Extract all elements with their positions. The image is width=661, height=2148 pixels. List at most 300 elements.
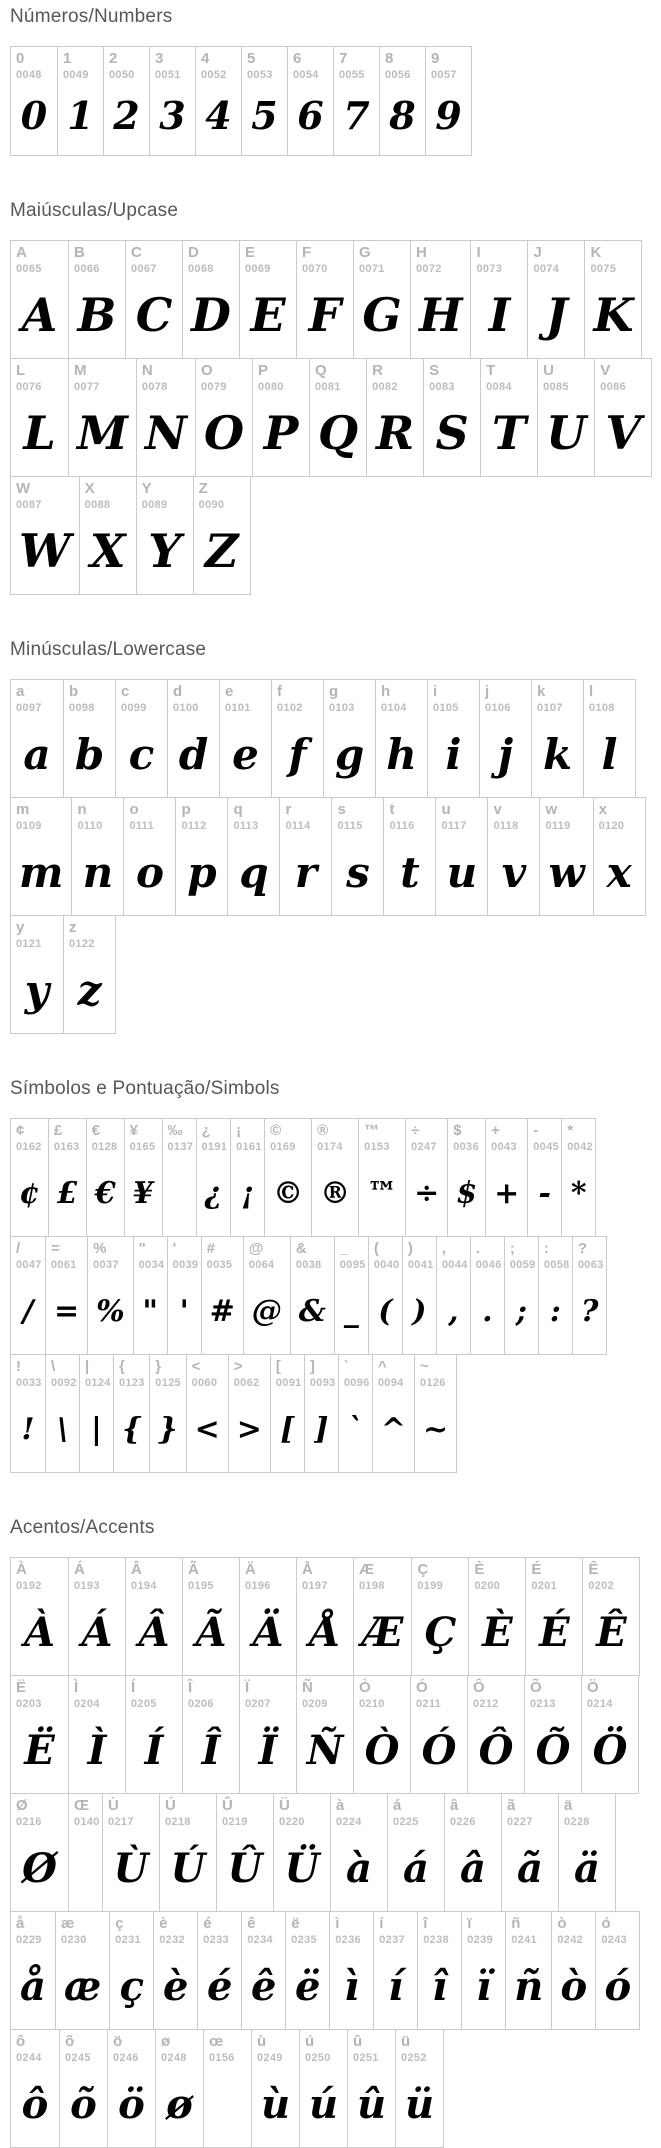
glyph-preview: ¥ [132, 1175, 154, 1211]
glyph-preview: ò [560, 1962, 588, 2010]
glyph-section [10, 1078, 661, 1473]
glyph-preview: ö [118, 2080, 145, 2128]
cell-code-label: 0121 [16, 938, 42, 950]
section-rows [10, 1557, 661, 2148]
glyph-cell [136, 359, 195, 476]
glyph-cell [57, 47, 103, 155]
glyph-cell [239, 241, 296, 358]
cell-code-label: 0068 [188, 263, 214, 275]
cell-character-label: H [416, 244, 427, 261]
cell-character-label: U [543, 362, 554, 379]
glyph-preview: M [77, 406, 128, 460]
glyph-preview [163, 1157, 196, 1229]
glyph-cell [182, 241, 239, 358]
cell-character-label: æ [61, 1915, 75, 1932]
section-rows [10, 240, 661, 595]
glyph-cell [159, 1794, 216, 1911]
cell-character-label: m [16, 801, 30, 818]
cell-character-label: S [429, 362, 440, 379]
cell-code-label: 0059 [509, 1259, 536, 1271]
cell-character-label: ] [309, 1358, 315, 1375]
glyph-cell [299, 2030, 347, 2147]
glyph-cell [227, 798, 279, 915]
glyph-cell [470, 1237, 504, 1354]
cell-character-label: é [203, 1915, 212, 1932]
glyph-row [10, 915, 116, 1034]
cell-character-label: Ò [359, 1679, 371, 1696]
cell-code-label: 0193 [74, 1580, 100, 1592]
cell-code-label: 0036 [453, 1141, 479, 1153]
glyph-preview: ( [378, 1293, 393, 1329]
glyph-cell [584, 241, 641, 358]
cell-character-label: h [381, 683, 391, 700]
cell-character-label: n [77, 801, 87, 818]
glyph-preview: l [601, 729, 618, 779]
glyph-row [10, 1911, 640, 2030]
glyph-preview: ù [260, 2080, 291, 2128]
cell-code-label: 0126 [420, 1377, 446, 1389]
cell-character-label: " [138, 1240, 146, 1257]
cell-code-label: 0200 [474, 1580, 501, 1592]
glyph-preview: Ï [258, 1726, 278, 1774]
glyph-cell [68, 359, 136, 476]
glyph-preview: : [549, 1293, 561, 1329]
glyph-cell [467, 1676, 524, 1793]
cell-code-label: 0035 [206, 1259, 233, 1271]
cell-code-label: 0089 [141, 499, 168, 511]
cell-character-label: â [450, 1797, 459, 1814]
glyph-preview: W [19, 524, 71, 578]
cell-code-label: 0115 [337, 820, 363, 832]
cell-character-label: ë [291, 1915, 300, 1932]
glyph-preview: U [546, 406, 587, 460]
glyph-cell [270, 1355, 304, 1472]
cell-character-label: F [302, 244, 312, 261]
glyph-preview: õ [70, 2080, 97, 2128]
glyph-cell [115, 680, 167, 797]
glyph-row [10, 46, 472, 156]
cell-code-label: 0039 [172, 1259, 199, 1271]
glyph-preview: û [356, 2080, 387, 2128]
glyph-preview: Î [201, 1726, 221, 1774]
cell-code-label: 0209 [302, 1698, 328, 1710]
glyph-cell [331, 798, 383, 915]
cell-code-label: 0220 [279, 1816, 305, 1828]
glyph-cell [525, 1558, 582, 1675]
glyph-preview: p [187, 847, 217, 897]
cell-character-label: Â [131, 1561, 142, 1578]
cell-code-label: 0097 [16, 702, 42, 714]
cell-code-label: 0079 [200, 381, 227, 393]
glyph-cell [125, 241, 182, 358]
glyph-section [10, 200, 661, 595]
glyph-cell [561, 1119, 595, 1236]
glyph-preview: { [122, 1411, 142, 1447]
cell-code-label: 0111 [129, 820, 154, 832]
glyph-preview: æ [64, 1962, 102, 2010]
glyph-row [10, 2029, 444, 2148]
cell-code-label: 0104 [381, 702, 407, 714]
glyph-row [10, 1118, 596, 1237]
glyph-preview: 9 [435, 92, 462, 138]
cell-character-label: ò [557, 1915, 567, 1932]
cell-code-label: 0242 [557, 1934, 584, 1946]
glyph-cell [581, 1676, 638, 1793]
cell-character-label: y [16, 919, 25, 936]
glyph-preview: < [194, 1411, 220, 1447]
glyph-preview: Ã [195, 1608, 227, 1656]
cell-code-label: 0207 [245, 1698, 271, 1710]
cell-code-label: 0235 [291, 1934, 317, 1946]
cell-code-label: 0045 [533, 1141, 559, 1153]
glyph-preview: L [23, 406, 56, 460]
glyph-cell [368, 1237, 402, 1354]
glyph-cell [162, 1119, 196, 1236]
cell-character-label: j [485, 683, 490, 700]
cell-character-label: ä [564, 1797, 573, 1814]
cell-character-label: W [16, 480, 31, 497]
cell-character-label: Ñ [302, 1679, 313, 1696]
glyph-preview: Ê [596, 1608, 627, 1656]
glyph-preview: D [191, 288, 231, 342]
cell-character-label: : [543, 1240, 549, 1257]
glyph-preview: Ø [22, 1844, 57, 1892]
glyph-cell [501, 1794, 558, 1911]
glyph-cell [423, 359, 480, 476]
glyph-preview: Å [309, 1608, 341, 1656]
glyph-cell [485, 1119, 527, 1236]
cell-character-label: e [225, 683, 234, 700]
cell-code-label: 0210 [359, 1698, 385, 1710]
cell-code-label: 0052 [201, 69, 227, 81]
glyph-cell [86, 1119, 124, 1236]
glyph-preview: 5 [251, 92, 278, 138]
cell-character-label: î [423, 1915, 428, 1932]
glyph-cell [527, 1119, 561, 1236]
glyph-preview: a [23, 729, 51, 779]
glyph-cell [195, 47, 241, 155]
glyph-cell [45, 1237, 87, 1354]
cell-character-label: 7 [339, 50, 348, 67]
cell-character-label: f [277, 683, 282, 700]
glyph-cell [182, 1676, 239, 1793]
glyph-cell [334, 1237, 368, 1354]
cell-code-label: 0091 [275, 1377, 302, 1389]
glyph-preview: Ù [113, 1844, 149, 1892]
cell-character-label: ô [16, 2033, 26, 2050]
glyph-preview: h [386, 729, 417, 779]
cell-code-label: 0251 [353, 2052, 379, 2064]
glyph-cell [311, 1119, 358, 1236]
glyph-preview: , [448, 1293, 459, 1329]
cell-code-label: 0161 [236, 1141, 262, 1153]
glyph-preview: e [232, 729, 259, 779]
cell-character-label: ` [343, 1358, 349, 1375]
cell-code-label: 0077 [74, 381, 100, 393]
cell-character-label: ö [113, 2033, 123, 2050]
cell-character-label: ( [373, 1240, 379, 1257]
cell-code-label: 0060 [191, 1377, 218, 1389]
cell-character-label: û [353, 2033, 363, 2050]
cell-code-label: 0203 [16, 1698, 42, 1710]
cell-code-label: 0041 [407, 1259, 434, 1271]
cell-code-label: 0100 [173, 702, 199, 714]
cell-character-label: r [285, 801, 292, 818]
cell-code-label: 0128 [91, 1141, 118, 1153]
glyph-preview: í [388, 1962, 404, 2010]
glyph-cell [353, 1558, 411, 1675]
cell-character-label: Õ [530, 1679, 542, 1696]
glyph-preview: Ö [592, 1726, 628, 1774]
glyph-preview: è [163, 1962, 189, 2010]
cell-code-label: 0243 [601, 1934, 628, 1946]
cell-code-label: 0076 [16, 381, 42, 393]
glyph-cell [524, 1676, 581, 1793]
glyph-cell [216, 1794, 273, 1911]
cell-character-label: , [441, 1240, 447, 1257]
glyph-cell [285, 1912, 329, 2029]
glyph-cell [103, 47, 149, 155]
cell-character-label: C [131, 244, 142, 261]
cell-code-label: 0070 [302, 263, 328, 275]
cell-code-label: 0225 [393, 1816, 419, 1828]
glyph-preview: Ë [24, 1726, 55, 1774]
cell-code-label: 0227 [507, 1816, 533, 1828]
cell-code-label: 0247 [411, 1141, 437, 1153]
cell-code-label: 0228 [564, 1816, 590, 1828]
cell-code-label: 0230 [61, 1934, 87, 1946]
cell-code-label: 0098 [69, 702, 95, 714]
cell-code-label: 0191 [201, 1141, 228, 1153]
cell-code-label: 0204 [74, 1698, 100, 1710]
cell-code-label: 0069 [245, 263, 271, 275]
cell-character-label: ÷ [411, 1122, 420, 1139]
cell-character-label: õ [65, 2033, 75, 2050]
glyph-preview: ø [166, 2080, 193, 2128]
glyph-preview: S [435, 406, 469, 460]
cell-character-label: { [119, 1358, 125, 1375]
glyph-cell [182, 1558, 239, 1675]
cell-code-label: 0074 [533, 263, 560, 275]
cell-character-label: A [16, 244, 27, 261]
glyph-cell [366, 359, 423, 476]
glyph-cell [167, 680, 219, 797]
glyph-preview: 8 [389, 92, 416, 138]
cell-character-label: Ø [16, 1797, 28, 1814]
cell-code-label: 0099 [121, 702, 147, 714]
glyph-cell [480, 359, 537, 476]
glyph-cell [271, 680, 323, 797]
glyph-preview: P [263, 406, 299, 460]
glyph-row [10, 1675, 639, 1794]
glyph-cell [375, 680, 427, 797]
glyph-preview: ô [21, 2080, 49, 2128]
glyph-cell [436, 1237, 470, 1354]
glyph-cell [11, 798, 71, 915]
glyph-cell [11, 1237, 45, 1354]
cell-character-label: J [533, 244, 542, 261]
cell-code-label: 0211 [416, 1698, 442, 1710]
glyph-preview: ú [308, 2080, 339, 2128]
cell-character-label: + [491, 1122, 500, 1139]
glyph-cell [402, 1237, 436, 1354]
cell-code-label: 0061 [51, 1259, 77, 1271]
glyph-preview: T [492, 406, 527, 460]
cell-code-label: 0137 [167, 1141, 194, 1153]
glyph-cell [68, 241, 125, 358]
cell-code-label: 0043 [491, 1141, 517, 1153]
glyph-cell [410, 1676, 467, 1793]
glyph-row [10, 1236, 607, 1355]
glyph-preview: ó [604, 1962, 632, 2010]
cell-code-label: 0044 [441, 1259, 468, 1271]
glyph-cell [338, 1355, 372, 1472]
cell-code-label: 0093 [309, 1377, 336, 1389]
cell-character-label: 4 [201, 50, 210, 67]
glyph-cell [11, 680, 63, 797]
cell-code-label: 0213 [530, 1698, 556, 1710]
glyph-cell [63, 916, 115, 1033]
cell-code-label: 0156 [209, 2052, 235, 2064]
glyph-cell [290, 1237, 334, 1354]
glyph-preview: R [376, 406, 415, 460]
cell-character-label: Á [74, 1561, 85, 1578]
glyph-preview: m [19, 847, 64, 897]
glyph-preview: X [89, 524, 126, 578]
glyph-cell [252, 359, 309, 476]
glyph-row [10, 797, 646, 916]
glyph-cell [11, 1558, 68, 1675]
glyph-preview: ) [412, 1293, 427, 1329]
cell-code-label: 0195 [188, 1580, 214, 1592]
cell-character-label: È [474, 1561, 485, 1578]
glyph-preview: k [542, 729, 573, 779]
glyph-preview: Y [148, 524, 182, 578]
glyph-cell [11, 241, 68, 358]
glyph-preview: 4 [205, 92, 232, 138]
section-title: Números/Numbers [10, 6, 173, 27]
cell-character-label: Ì [74, 1679, 79, 1696]
glyph-cell [411, 1558, 468, 1675]
glyph-preview: [ [280, 1411, 295, 1447]
cell-code-label: 0198 [359, 1580, 385, 1592]
cell-character-label: - [533, 1122, 539, 1139]
glyph-cell [107, 2030, 155, 2147]
glyph-cell [414, 1355, 456, 1472]
section-rows [10, 46, 661, 156]
cell-character-label: ¿ [201, 1122, 211, 1139]
cell-character-label: ã [507, 1797, 516, 1814]
glyph-cell [287, 47, 333, 155]
glyph-preview: 2 [113, 92, 140, 138]
glyph-preview: ? [580, 1293, 599, 1329]
glyph-cell [219, 680, 271, 797]
glyph-cell [264, 1119, 311, 1236]
cell-code-label: 0224 [336, 1816, 362, 1828]
glyph-preview: Z [204, 524, 239, 578]
cell-character-label: X [84, 480, 95, 497]
glyph-preview: " [142, 1293, 158, 1329]
cell-character-label: Z [198, 480, 208, 497]
glyph-preview: ï [476, 1962, 492, 2010]
cell-code-label: 0199 [417, 1580, 444, 1592]
glyph-preview: À [23, 1608, 56, 1656]
cell-code-label: 0124 [85, 1377, 111, 1389]
cell-character-label: À [16, 1561, 27, 1578]
glyph-preview: ~ [423, 1411, 449, 1447]
cell-character-label: > [233, 1358, 243, 1375]
cell-character-label: z [69, 919, 77, 936]
section-title: Minúsculas/Lowercase [10, 639, 207, 660]
cell-code-label: 0080 [258, 381, 284, 393]
glyph-preview: _ [343, 1293, 359, 1329]
cell-code-label: 0102 [277, 702, 303, 714]
cell-code-label: 0042 [567, 1141, 593, 1153]
cell-code-label: 0118 [493, 820, 519, 832]
glyph-preview: Ä [252, 1608, 284, 1656]
cell-code-label: 0062 [233, 1377, 260, 1389]
glyph-cell [444, 1794, 501, 1911]
cell-character-label: s [337, 801, 346, 818]
glyph-cell [228, 1355, 270, 1472]
cell-character-label: ! [16, 1358, 21, 1375]
glyph-cell [296, 241, 353, 358]
glyph-preview: - [538, 1175, 551, 1211]
glyph-preview: B [77, 288, 117, 342]
glyph-cell [427, 680, 479, 797]
glyph-preview: | [91, 1411, 102, 1447]
cell-code-label: 0063 [577, 1259, 604, 1271]
glyph-preview: 3 [159, 92, 186, 138]
glyph-preview: ^ [380, 1411, 407, 1447]
glyph-preview: n [82, 847, 114, 897]
cell-code-label: 0153 [364, 1141, 390, 1153]
cell-code-label: 0109 [16, 820, 42, 832]
cell-character-label: Ù [108, 1797, 119, 1814]
glyph-preview: ã [517, 1844, 543, 1892]
glyph-preview: I [488, 288, 511, 342]
glyph-cell [373, 1912, 417, 2029]
cell-character-label: Q [315, 362, 327, 379]
cell-character-label: u [441, 801, 451, 818]
cell-code-label: 0050 [109, 69, 135, 81]
cell-character-label: ê [247, 1915, 256, 1932]
glyph-preview: q [239, 847, 269, 897]
glyph-cell [558, 1794, 615, 1911]
glyph-cell [330, 1794, 387, 1911]
glyph-cell [435, 798, 487, 915]
glyph-cell [11, 1119, 48, 1236]
glyph-preview: t [400, 847, 420, 897]
glyph-preview: \ [57, 1411, 68, 1447]
cell-code-label: 0084 [486, 381, 512, 393]
glyph-preview: @ [251, 1293, 282, 1329]
glyph-cell [11, 359, 68, 476]
glyph-cell [379, 47, 425, 155]
cell-code-label: 0239 [467, 1934, 493, 1946]
cell-code-label: 0214 [587, 1698, 613, 1710]
glyph-cell [251, 2030, 299, 2147]
cell-code-label: 0057 [431, 69, 457, 81]
cell-character-label: L [16, 362, 26, 379]
cell-code-label: 0071 [359, 263, 385, 275]
cell-code-label: 0078 [141, 381, 168, 393]
glyph-cell [447, 1119, 485, 1236]
glyph-cell [241, 1912, 285, 2029]
cell-code-label: 0055 [339, 69, 365, 81]
glyph-cell [68, 1794, 102, 1911]
cell-code-label: 0241 [511, 1934, 537, 1946]
